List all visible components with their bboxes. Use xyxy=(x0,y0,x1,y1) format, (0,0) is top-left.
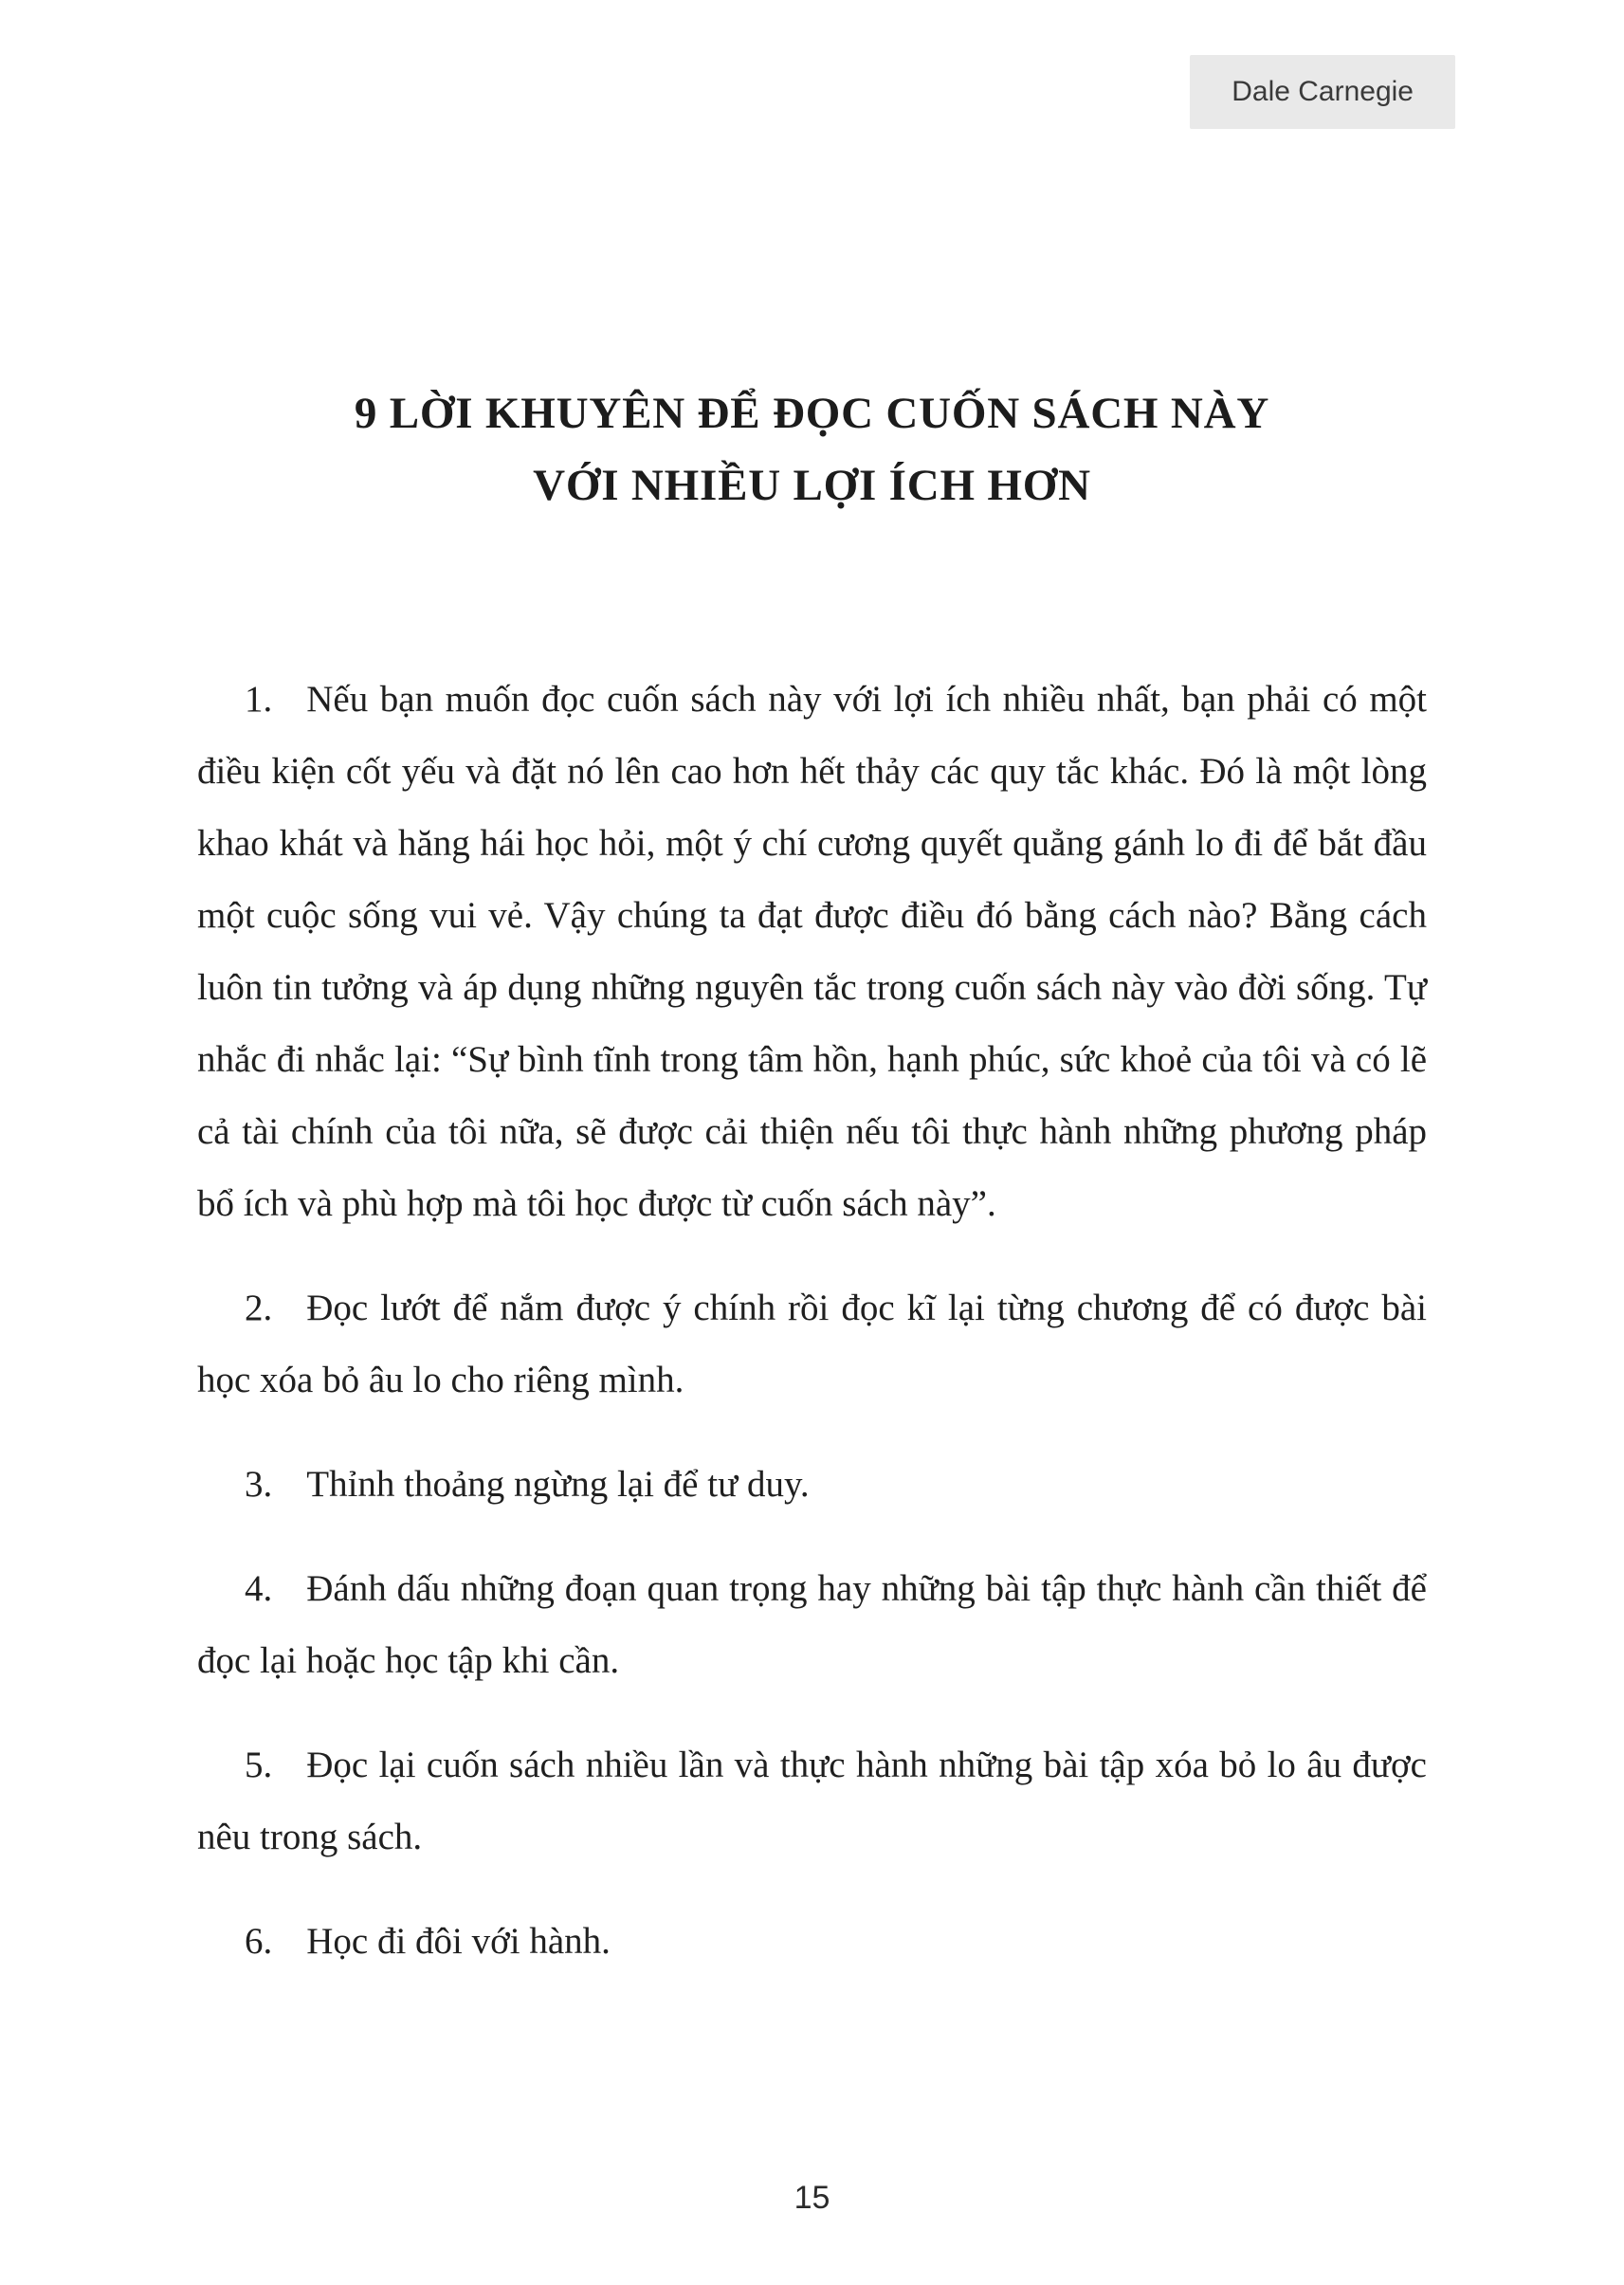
list-item-text: Nếu bạn muốn đọc cuốn sách này với lợi ích nhiều nhất, bạn phải có một điều kiện cốt yếu và đặt nó lên cao hơn hết thảy các quy tắc khác. Đó là một lòng khao khát và hăng hái học hỏi, một ý chí cương quyết quẳng gánh lo đi để bắt đầu một cuộc sống vui vẻ. Vậy chúng ta đạt được điều đó bằng cách nào? Bằng cách luôn tin tưởng và áp dụng những nguyên tắc trong cuốn sách này vào đời sống. Tự nhắc đi nhắc lại: “Sự bình tĩnh trong tâm hồn, hạnh phúc, sức khoẻ của tôi và có lẽ cả tài chính của tôi nữa, sẽ được cải thiện nếu tôi thực hành những phương pháp bổ ích và phù hợp mà tôi học được từ cuốn sách này”. xyxy=(197,679,1427,1225)
running-header xyxy=(0,0,1624,129)
list-item xyxy=(197,664,1427,1240)
list-item xyxy=(197,1553,1427,1697)
list-item-text: Học đi đôi với hành. xyxy=(306,1921,611,1963)
chapter-title xyxy=(142,377,1482,521)
author-header-badge: Dale Carnegie xyxy=(1190,55,1455,129)
list-item-number: 2. xyxy=(245,1288,273,1329)
list-item-text: Thỉnh thoảng ngừng lại để tư duy. xyxy=(306,1464,810,1506)
list-item xyxy=(197,1729,1427,1874)
list-item-number: 4. xyxy=(245,1568,273,1610)
list-item-text: Đọc lại cuốn sách nhiều lần và thực hành những bài tập xóa bỏ lo âu được nêu trong sách. xyxy=(197,1745,1427,1858)
list-item-number: 1. xyxy=(245,679,273,721)
list-item-text: Đánh dấu những đoạn quan trọng hay những bài tập thực hành cần thiết để đọc lại hoặc học tập khi cần. xyxy=(197,1568,1427,1682)
list-item-number: 6. xyxy=(245,1921,273,1963)
list-item xyxy=(197,1272,1427,1417)
chapter-title-line1: 9 LỜI KHUYÊN ĐỂ ĐỌC CUỐN SÁCH NÀY xyxy=(354,389,1270,438)
list-item xyxy=(197,1906,1427,1978)
list-item-number: 5. xyxy=(245,1745,273,1786)
page-number: 15 xyxy=(794,2180,830,2216)
chapter-title-line2: VỚI NHIỀU LỢI ÍCH HƠN xyxy=(533,461,1091,511)
list-item-text: Đọc lướt để nắm được ý chính rồi đọc kĩ lại từng chương để có được bài học xóa bỏ âu lo cho riêng mình. xyxy=(197,1288,1427,1401)
list-item-number: 3. xyxy=(245,1464,273,1506)
chapter-body xyxy=(197,664,1427,1978)
list-item xyxy=(197,1449,1427,1521)
